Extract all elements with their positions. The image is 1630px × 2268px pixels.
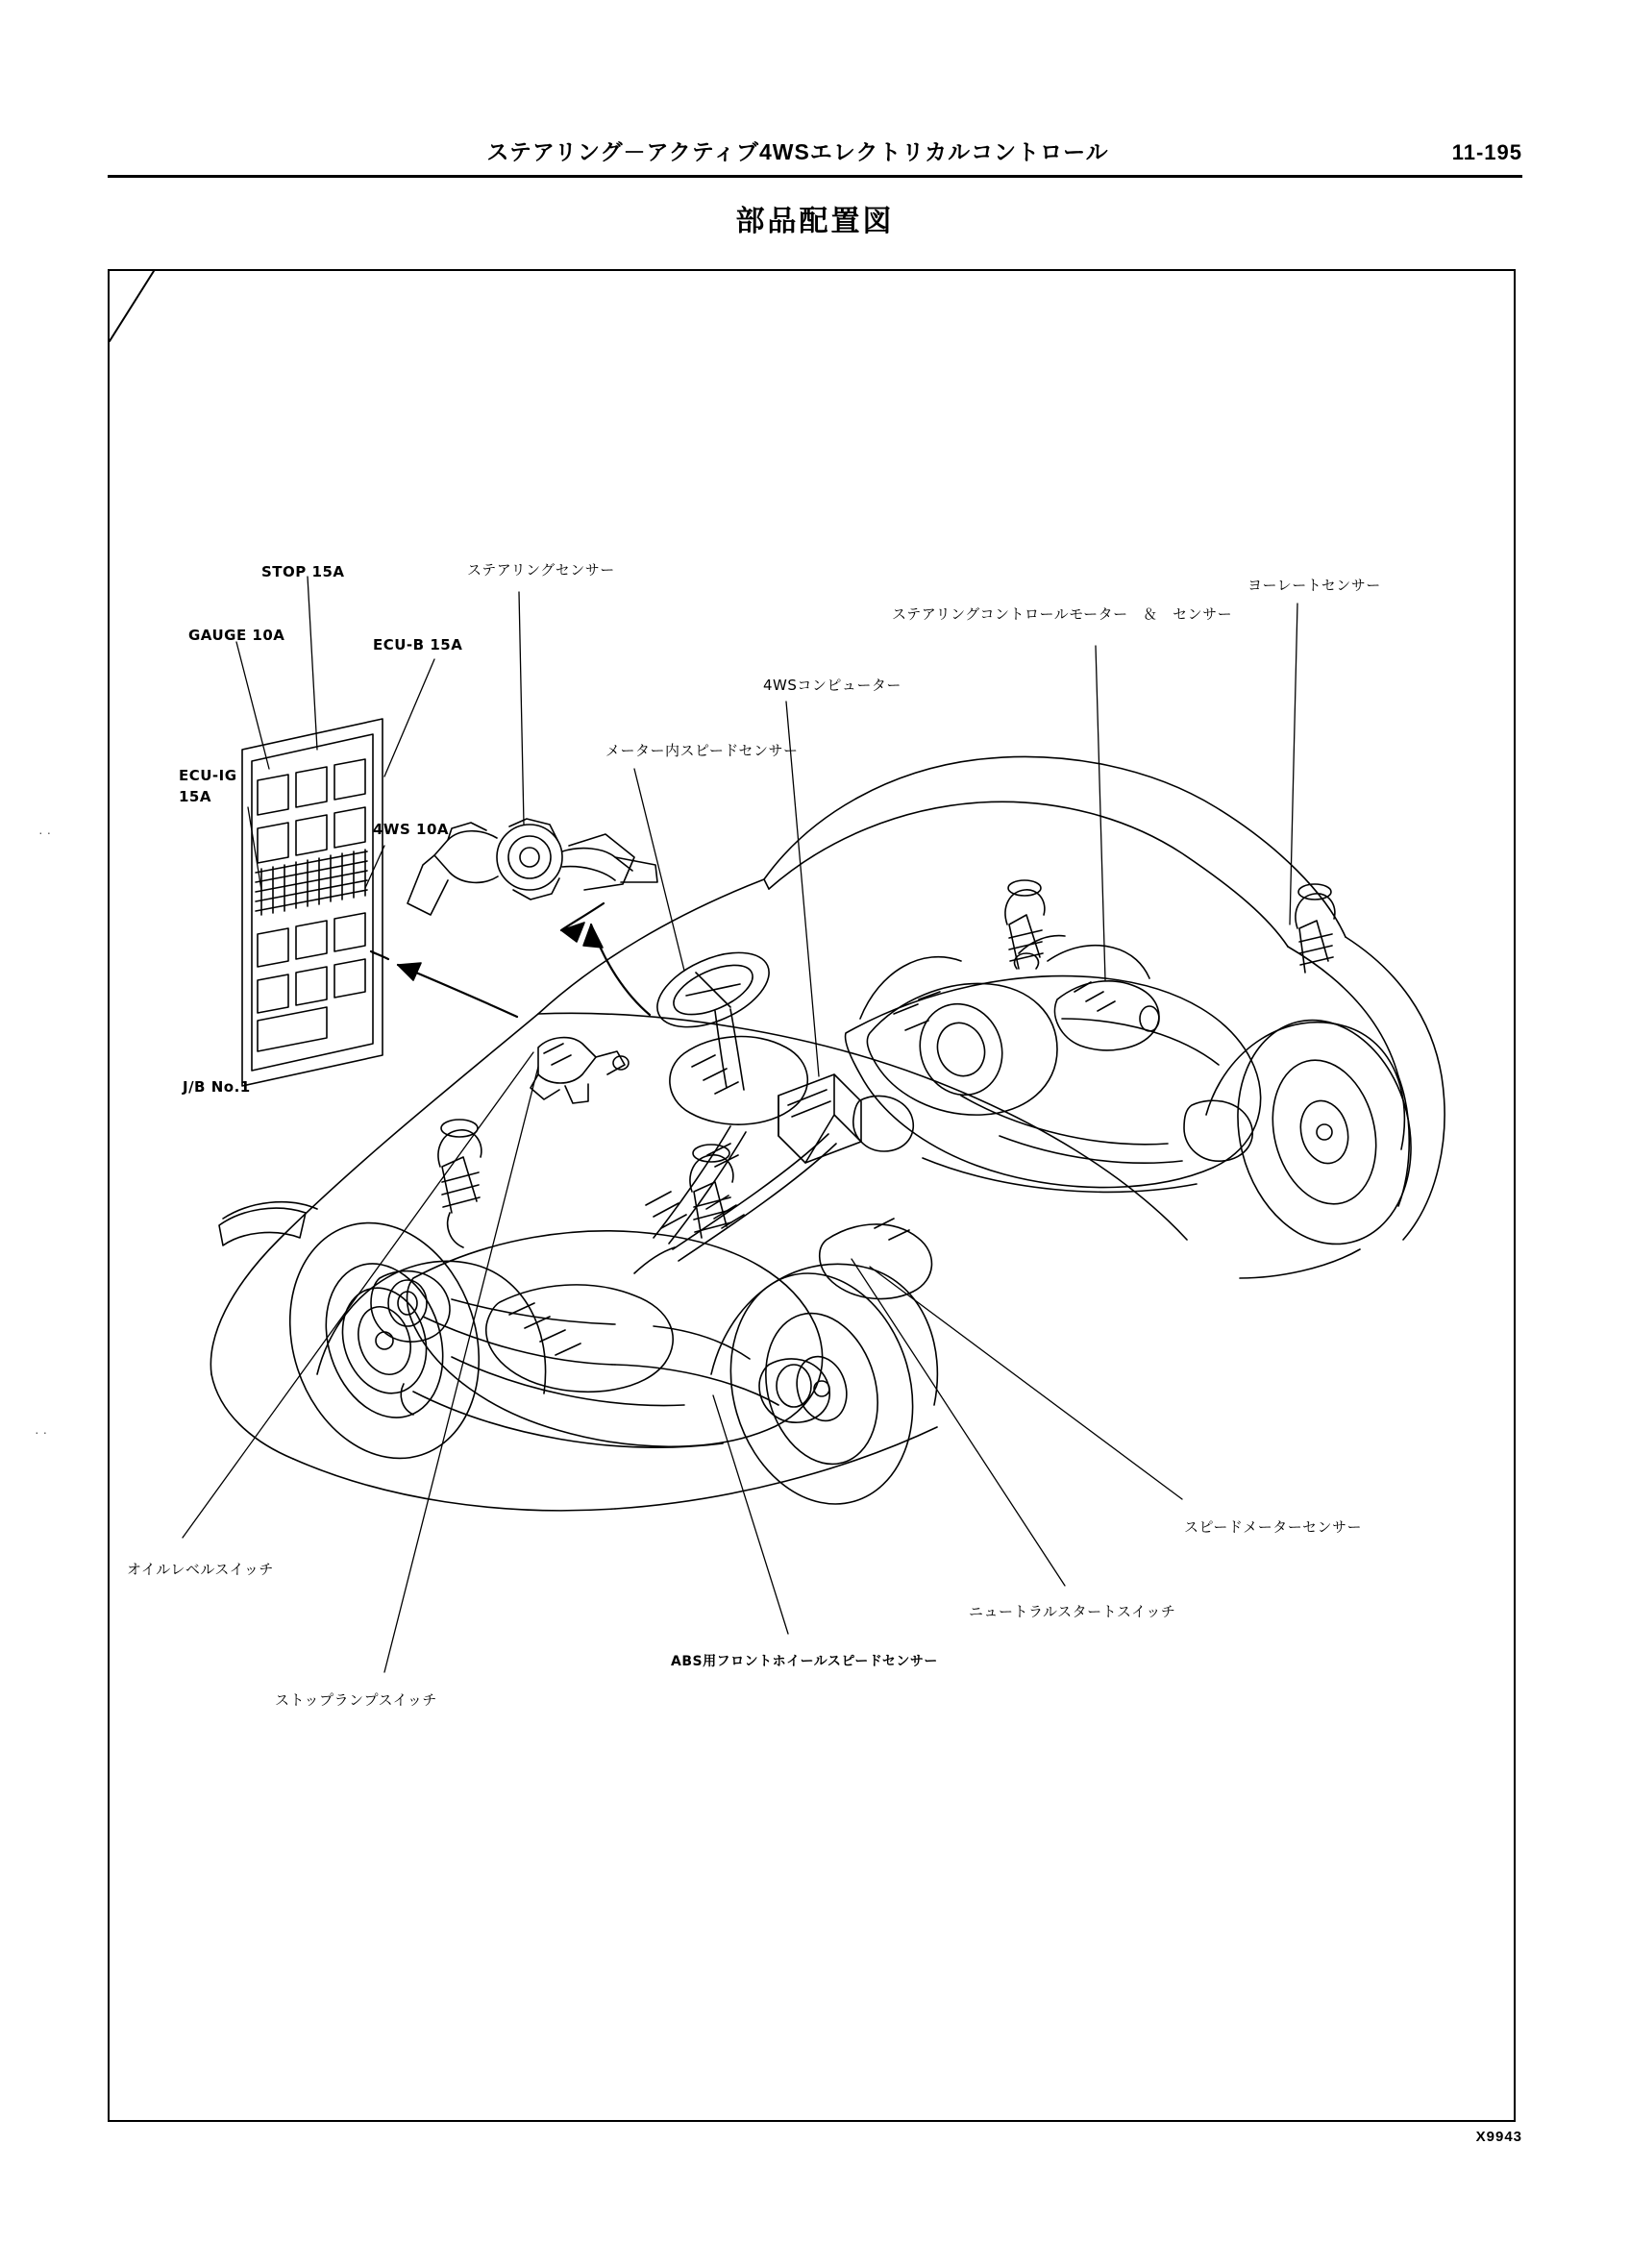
callout-stop-15a: STOP 15A	[261, 563, 345, 580]
callout-jb-no1: J/B No.1	[183, 1078, 251, 1096]
callout-speedometer-sensor: スピードメーターセンサー	[1184, 1518, 1362, 1536]
margin-speck: · ·	[35, 1424, 48, 1440]
callout-meter-speed-sensor: メーター内スピードセンサー	[605, 742, 799, 759]
section-heading: 部品配置図	[735, 205, 895, 238]
callout-abs-front-wheel-speed-sensor: ABS用フロントホイールスピードセンサー	[671, 1654, 938, 1669]
callout-4ws-computer: 4WSコンピューター	[763, 677, 901, 694]
header-divider	[108, 175, 1522, 178]
callout-ecu-ig-amp: 15A	[179, 788, 211, 805]
page-title: ステアリング－アクティブ4WSエレクトリカルコントロール	[486, 139, 1109, 164]
callout-stop-lamp-switch: ストップランプスイッチ	[275, 1691, 437, 1709]
callout-steering-sensor: ステアリングセンサー	[467, 561, 615, 579]
callout-oil-level-switch: オイルレベルスイッチ	[127, 1561, 274, 1578]
figure-code: X9943	[1475, 2129, 1522, 2145]
callout-ecu-b-15a: ECU-B 15A	[373, 636, 463, 653]
diagram-frame	[108, 269, 1516, 2122]
callout-ecu-ig-label: ECU-IG	[179, 767, 237, 784]
callout-yaw-rate-sensor: ヨーレートセンサー	[1247, 577, 1381, 594]
callout-neutral-start-switch: ニュートラルスタートスイッチ	[969, 1603, 1176, 1620]
callout-4ws-10a: 4WS 10A	[373, 821, 449, 838]
page-number: 11-195	[1451, 140, 1522, 164]
callout-gauge-10a: GAUGE 10A	[188, 627, 285, 644]
margin-speck: · ·	[38, 825, 52, 840]
callout-steering-control-motor: ステアリングコントロールモーター ＆ センサー	[892, 605, 1233, 623]
